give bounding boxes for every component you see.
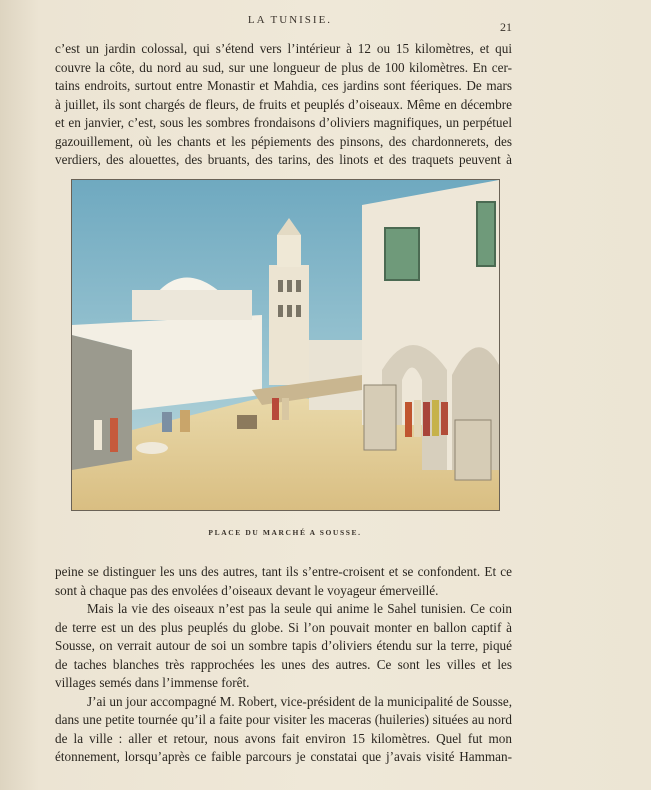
text-line: J’ai un jour accompagné M. Robert, vice-président de la municipalité de Sousse, bbox=[87, 693, 512, 709]
text-line: Sousse, on verrait autour de soi un sombre tapis d’oliviers étendu sur la terre, piqué bbox=[55, 638, 512, 653]
top-paragraph bbox=[55, 40, 512, 170]
text-line: dans une petite tournée qu’il a faite pour visiter les maceras (huileries) situées au nord bbox=[55, 712, 512, 727]
text-line: de la ville : aller et retour, nous avons fait environ 15 kilomètres. Quel fut mon bbox=[55, 730, 512, 746]
bottom-paragraphs bbox=[55, 563, 512, 767]
text-line: et en janvier, c’est, sous les sombres frondaisons d’oliviers magnifiques, un perpétuel bbox=[55, 115, 512, 130]
text-line: peine se distinguer les uns des autres, tant ils s’entre-croisent et se confondent. Et ce bbox=[55, 564, 512, 579]
text-line: verdiers, des alouettes, des bruants, des tarins, des linots et des traquets peuvent à bbox=[55, 152, 512, 167]
text-line: villages semés dans l’immense forêt. bbox=[55, 675, 250, 690]
green-shutter bbox=[477, 202, 495, 266]
running-title: LA TUNISIE. bbox=[247, 14, 333, 26]
text-line: couvre la côte, du nord au sud, sur une longueur de plus de 100 kilomètres. En cer- bbox=[55, 59, 512, 75]
green-shutter bbox=[385, 228, 419, 280]
text-line: tains endroits, surtout entre Monastir et Mahdia, ces jardins sont féeriques. De mars bbox=[55, 78, 512, 93]
text-line: de terre est un des plus peuplés du globe. Si l’on pouvait monter en ballon captif à bbox=[55, 619, 512, 635]
text-line: étonnement, lorsqu’après ce faible parcours je constatai que j’avais visité Hamman- bbox=[55, 749, 512, 764]
illustration-artwork bbox=[72, 180, 499, 510]
text-line: gazouillement, où les chants et les pépiements des pinsons, des chardonnerets, des bbox=[55, 133, 512, 149]
pillar bbox=[364, 385, 396, 450]
text-line: c’est un jardin colossal, qui s’étend vers l’intérieur à 12 ou 15 kilomètres, et qui bbox=[55, 41, 512, 56]
dome-base bbox=[132, 290, 252, 320]
distant-houses bbox=[309, 340, 369, 410]
market-square-illustration bbox=[71, 179, 500, 511]
pillar bbox=[455, 420, 491, 480]
illustration-caption: PLACE DU MARCHÉ A SOUSSE. bbox=[208, 528, 362, 537]
page-number: 21 bbox=[500, 20, 512, 34]
minaret-top bbox=[277, 235, 301, 267]
text-line: à juillet, ils sont chargés de fleurs, de fruits et peuplés d’oiseaux. Même en décembre bbox=[55, 96, 512, 112]
text-line: sont à chaque pas des envolées d’oiseaux devant le voyageur émerveillé. bbox=[55, 582, 439, 598]
text-line: Mais la vie des oiseaux n’est pas la seule qui anime le Sahel tunisien. Ce coin bbox=[87, 601, 512, 616]
text-line: de taches blanches très rapprochées les unes des autres. Ce sont les villes et les bbox=[55, 656, 512, 672]
